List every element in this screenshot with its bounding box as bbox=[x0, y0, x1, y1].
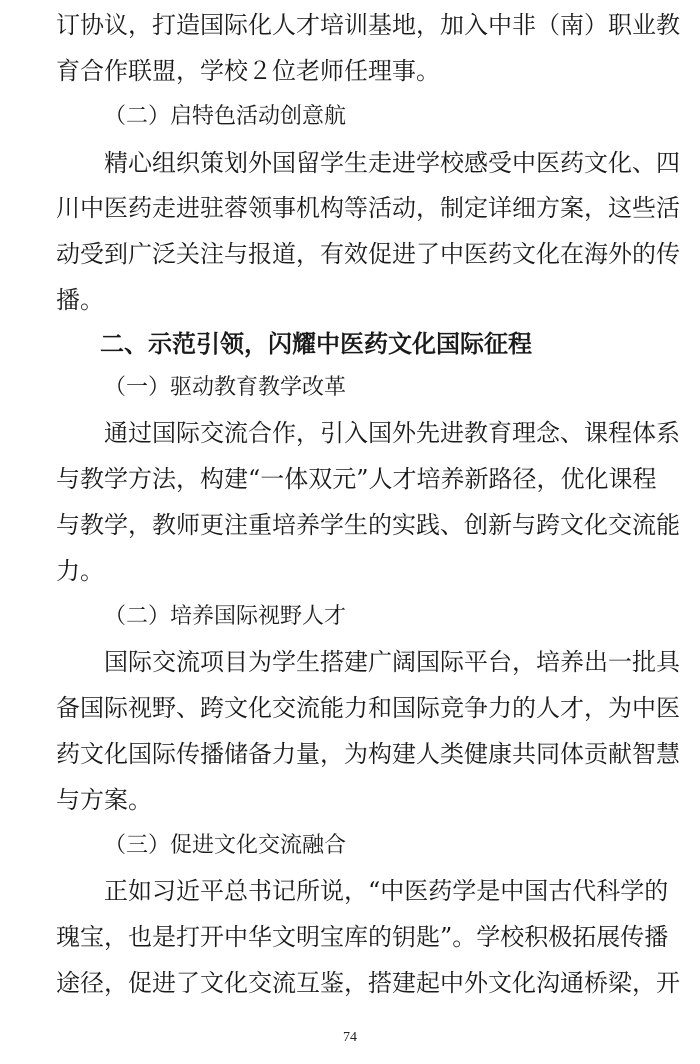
text-line: 与教学方法，构建“一体双元”人才培养新路径，优化课程 bbox=[56, 465, 657, 493]
text-line: 通过国际交流合作，引入国外先进教育理念、课程体系 bbox=[56, 419, 680, 447]
text-line: 国际交流项目为学生搭建广阔国际平台，培养出一批具 bbox=[56, 648, 680, 676]
section-subheading: （二）培养国际视野人才 bbox=[104, 604, 347, 629]
text-line: 与教学，教师更注重培养学生的实践、创新与跨文化交流能 bbox=[56, 511, 680, 539]
text-line: 备国际视野、跨文化交流能力和国际竞争力的人才，为中医 bbox=[56, 694, 680, 722]
section-heading: 二、示范引领，闪耀中医药文化国际征程 bbox=[100, 330, 532, 358]
section-subheading: （二）启特色活动创意航 bbox=[104, 104, 347, 129]
text-line: 播。 bbox=[56, 286, 104, 314]
text-line: 精心组织策划外国留学生走进学校感受中医药文化、四 bbox=[56, 149, 680, 177]
section-subheading: （一）驱动教育教学改革 bbox=[104, 375, 347, 400]
text-line: 药文化国际传播储备力量，为构建人类健康共同体贡献智慧 bbox=[56, 740, 680, 768]
text-line: 动受到广泛关注与报道，有效促进了中医药文化在海外的传 bbox=[56, 240, 680, 268]
text-line: 川中医药走进驻蓉领事机构等活动，制定详细方案，这些活 bbox=[56, 194, 680, 222]
page-number: 74 bbox=[343, 1030, 357, 1045]
text-line: 力。 bbox=[56, 557, 104, 585]
text-line: 育合作联盟，学校２位老师任理事。 bbox=[56, 57, 440, 85]
text-line: 订协议，打造国际化人才培训基地，加入中非（南）职业教 bbox=[56, 11, 680, 39]
text-line: 正如习近平总书记所说，“中医药学是中国古代科学的 bbox=[56, 877, 669, 905]
text-line: 瑰宝，也是打开中华文明宝库的钥匙”。学校积极拓展传播 bbox=[56, 923, 669, 951]
section-subheading: （三）促进文化交流融合 bbox=[104, 833, 347, 858]
text-line: 途径，促进了文化交流互鉴，搭建起中外文化沟通桥梁，开 bbox=[56, 969, 680, 997]
text-line: 与方案。 bbox=[56, 786, 152, 814]
